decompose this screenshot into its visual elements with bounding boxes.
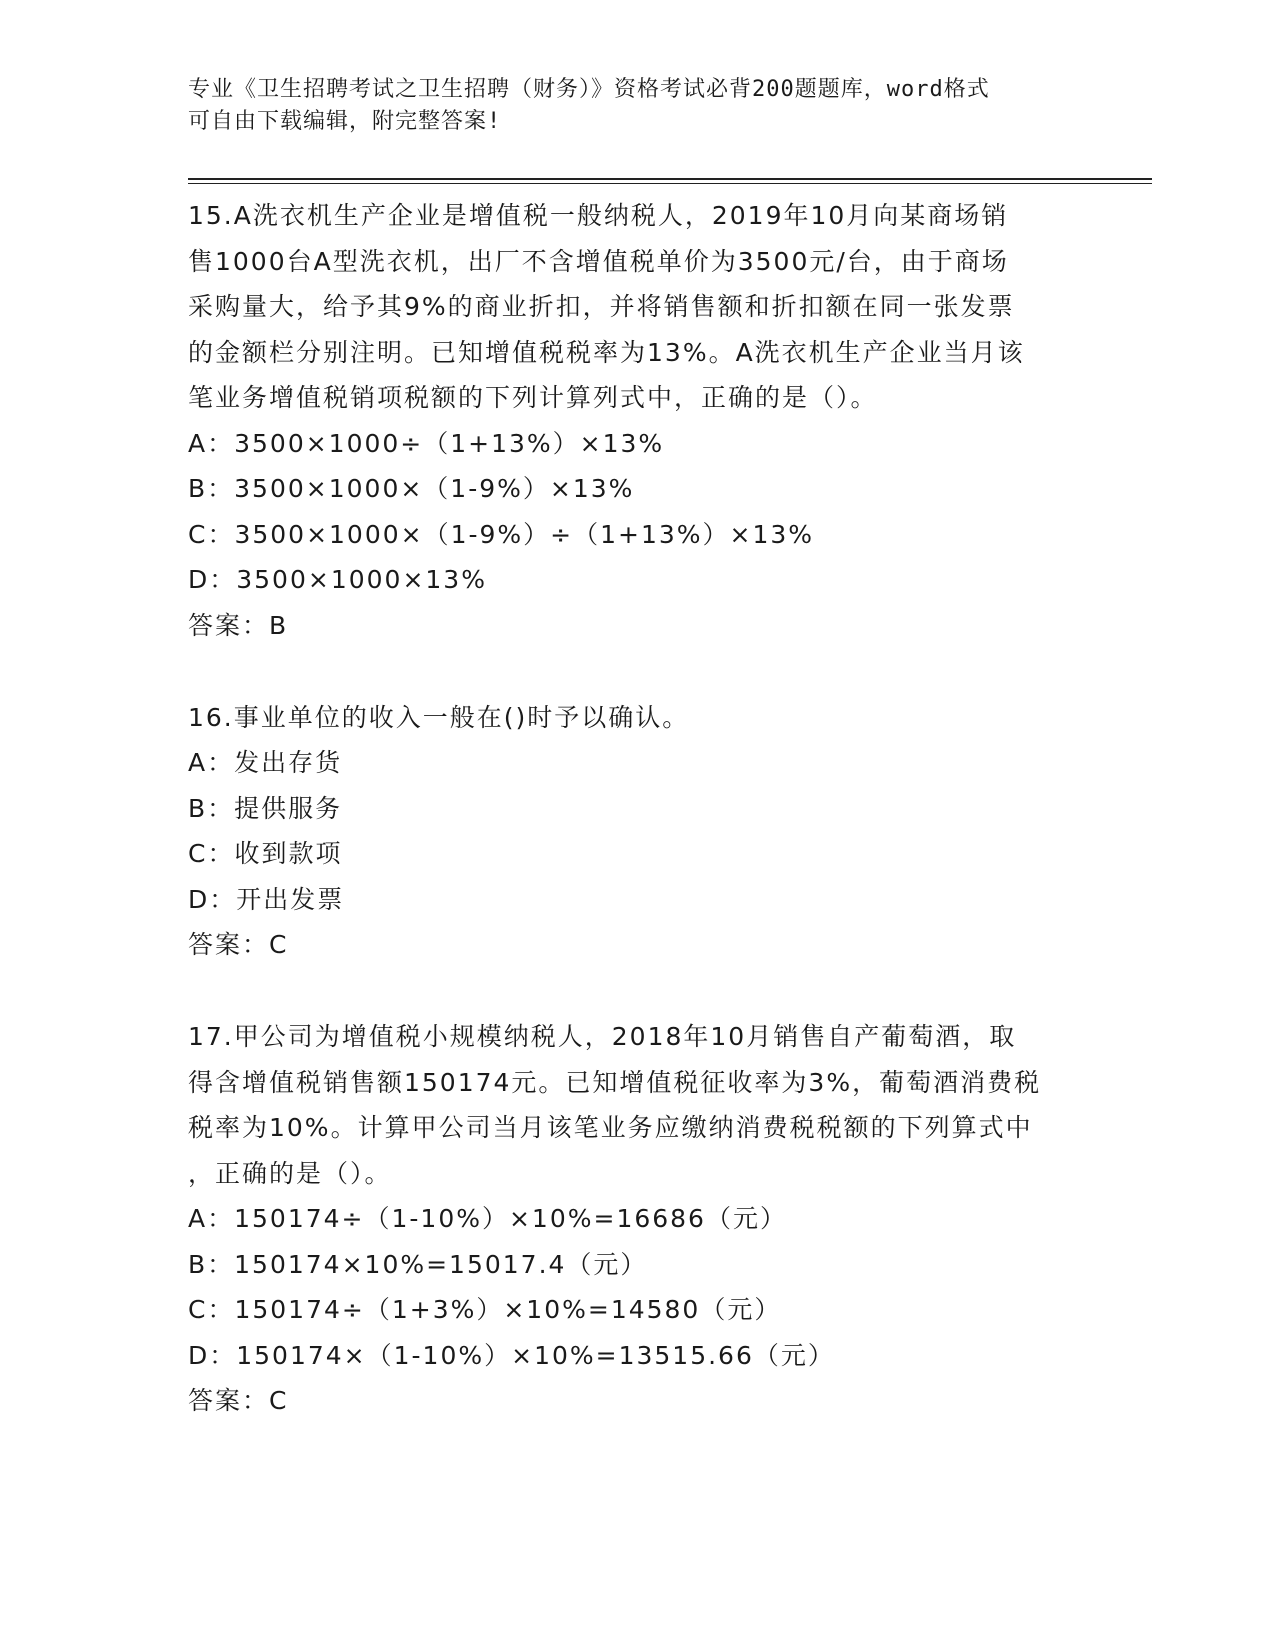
header-line-1: 专业《卫生招聘考试之卫生招聘（财务）》资格考试必背200题题库，word格式 <box>188 77 990 102</box>
option-d: D：3500×1000×13% <box>188 565 487 594</box>
question-block <box>188 695 1088 969</box>
question-line: 笔业务增值税销项税额的下列计算列式中，正确的是（）。 <box>188 383 878 412</box>
question-line: 采购量大，给予其9%的商业折扣，并将销售额和折扣额在同一张发票 <box>188 292 1015 321</box>
option-b: B：提供服务 <box>188 793 343 823</box>
option-a: A：150174÷（1-10%）×10%=16686（元） <box>188 1204 787 1233</box>
question-line: 17.甲公司为增值税小规模纳税人，2018年10月销售自产葡萄酒，取 <box>188 1022 1017 1051</box>
header-rule-thin <box>188 183 1152 184</box>
question-line: 16.事业单位的收入一般在()时予以确认。 <box>188 702 690 732</box>
question-line: ，正确的是（）。 <box>188 1158 392 1188</box>
question-line: 税率为10%。计算甲公司当月该笔业务应缴纳消费税税额的下列算式中 <box>188 1113 1033 1142</box>
header-rule-thick <box>188 178 1152 180</box>
spacer <box>188 968 1088 1014</box>
answer-line: 答案：C <box>188 930 289 959</box>
option-d: D：150174×（1-10%）×10%=13515.66（元） <box>188 1340 835 1370</box>
header-line-2: 可自由下载编辑，附完整答案! <box>188 109 502 134</box>
question-text <box>188 1014 1088 1196</box>
question-line: 得含增值税销售额150174元。已知增值税征收率为3%，葡萄酒消费税 <box>188 1067 1042 1097</box>
option-c: C：收到款项 <box>188 839 343 868</box>
question-text <box>188 695 1088 741</box>
answer-line: 答案：C <box>188 1386 289 1415</box>
option-b: B：150174×10%=15017.4（元） <box>188 1249 648 1279</box>
option-c: C：150174÷（1+3%）×10%=14580（元） <box>188 1295 782 1324</box>
spacer <box>188 649 1088 695</box>
question-line: 售1000台A型洗衣机，出厂不含增值税单价为3500元/台，由于商场 <box>188 246 1009 276</box>
question-block <box>188 193 1088 649</box>
answer-line: 答案：B <box>188 610 289 640</box>
question-block <box>188 1014 1088 1424</box>
question-text <box>188 193 1088 421</box>
option-b: B：3500×1000×（1-9%）×13% <box>188 474 635 503</box>
question-list <box>188 193 1088 1424</box>
option-d: D：开出发票 <box>188 884 345 914</box>
question-line: 15.A洗衣机生产企业是增值税一般纳税人，2019年10月向某商场销 <box>188 201 1009 230</box>
option-c: C：3500×1000×（1-9%）÷（1+13%）×13% <box>188 519 815 549</box>
option-a: A：发出存货 <box>188 748 343 777</box>
question-line: 的金额栏分别注明。已知增值税税率为13%。A洗衣机生产企业当月该 <box>188 337 1025 367</box>
option-a: A：3500×1000÷（1+13%）×13% <box>188 428 665 458</box>
document-header <box>188 74 1068 138</box>
